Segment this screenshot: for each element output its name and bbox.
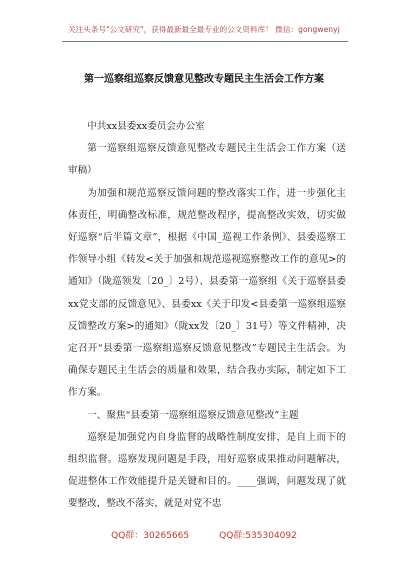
header-divider bbox=[62, 41, 348, 42]
header-banner: 关注头条号"公文研究"，获得最新最全最专业的公文资料库！ 微信：gongwenyj bbox=[68, 25, 340, 34]
body-paragraph: 为加强和规范巡察反馈问题的整改落实工作，进一步强化主体责任，明确整改标准，规范整改程序，提高整改实效，切实做好巡察“后半篇文章”，根据《中国_巡视工作条例》、县委巡察工作领导小组《转发<关于加强和规范巡视巡察整改工作的意见>的通知》（陇巡领发〔20_〕2号）、县委第一巡察组《关于巡察县委xx党支部的反馈意见》、县委xx《关于印发<县委第一巡察组巡察反馈整改方案>的通知》（陇xx发〔20_〕31号）等文件精神，决定召开“县委第一巡察组巡察反馈意见整改”专题民主生活会。为确保专题民主生活会的质量和效果，结合我办实际，制定如下工作方案。 bbox=[68, 187, 346, 399]
document-body bbox=[68, 116, 346, 516]
document-title: 第一巡察组巡察反馈意见整改专题民主生活会工作方案 bbox=[84, 74, 324, 85]
footer-qq-group-2: QQ群:535304092 bbox=[219, 531, 297, 541]
footer bbox=[0, 528, 408, 541]
issuing-office: 中共xx县委xx委员会办公室 bbox=[87, 121, 205, 132]
footer-qq-group-1: QQ群：30265665 bbox=[111, 531, 190, 541]
body-paragraph: 巡察是加强党内自身监督的战略性制度安排，是自上而下的组织监督。巡察发现问题是手段，用好巡察成果推动问题解决，促进整体工作效能提升是关键和目的。____强调，问题发现了就要整改，整改不落实，就是对党不忠 bbox=[68, 431, 346, 510]
plan-subtitle: 第一巡察组巡察反馈意见整改专题民主生活会工作方案（送审稿） bbox=[68, 143, 346, 177]
section-heading: 一、聚焦“县委第一巡察组巡察反馈意见整改”主题 bbox=[87, 409, 299, 421]
